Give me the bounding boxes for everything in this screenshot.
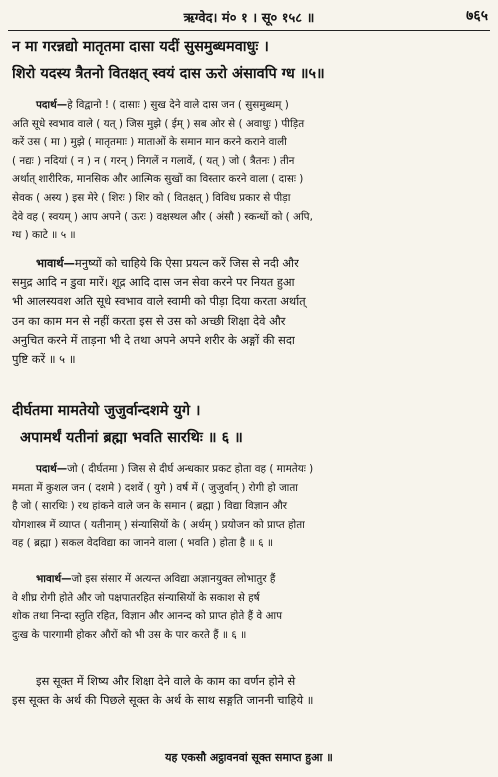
padartha-5 <box>12 96 486 245</box>
padartha-6-line: है जो ( सारथिः ) रथ हांकने वाले जन के समान ( ब्रह्मा ) विद्या विज्ञान और <box>12 500 288 513</box>
padartha-6-line: जो ( दीर्घतमा ) जिस से दीर्घ अन्धकार प्रकट होता वह ( मामतेयः ) <box>67 463 314 475</box>
page-number: ७६५ <box>466 8 488 24</box>
bhavartha-6 <box>12 570 486 644</box>
padartha-5-line: ( नद्यः ) नदियां ( न ) न ( गरन् ) निगलें न गलावें, ( यत् ) जो ( त्रैतनः ) तीन <box>12 154 295 167</box>
closing-note <box>12 672 486 710</box>
padartha-5-line: हे विद्वानो ! ( दासाः ) सुख देने वाले दास जन ( सुसमुब्धम् ) <box>67 99 289 111</box>
padartha-5-line: अति सूधे स्वभाव वाले ( यत् ) जिस मुझे ( ईम् ) सब ओर से ( अवाधुः ) पीड़ित <box>12 117 305 130</box>
padartha-5-line: ग्ध ) काटे ॥ ५ ॥ <box>12 229 76 242</box>
padartha-6-line: ममता में कुशल जन ( दशमे ) दशवें ( युगे ) वर्ष में ( जुजुर्वान् ) रोगी हो जाता <box>12 481 298 494</box>
bhavartha-5-line: मनुष्यों को चाहिये कि ऐसा प्रयत्न करें जिस से नदी और <box>74 256 299 270</box>
padartha-5-lead: पदार्थ— <box>36 99 68 111</box>
bhavartha-5 <box>12 254 486 369</box>
padartha-5-line: करें उस ( मा ) मुझे ( मातृतमाः ) माताओं के समान मान करने कराने वाली <box>12 136 287 149</box>
bhavartha-6-line: शोक तथा निन्दा स्तुति रहित, विज्ञान और आनन्द को प्राप्त होते हैं वे आप <box>12 610 282 623</box>
bhavartha-5-line: अनुचित करने में ताड़ना भी दे तथा अपने अपने शरीर के अङ्गों की सदा <box>12 332 295 347</box>
mantra-6-line-2: अपामर्थं यतीनां ब्रह्मा भवति सारथिः ॥ ६ ॥ <box>20 430 243 446</box>
padartha-5-line: सेवक ( अस्य ) इस मेरे ( शिरः ) शिर को ( वितक्षत् ) विविध प्रकार से पीड़ा <box>12 191 291 204</box>
page-header <box>0 2 498 28</box>
bhavartha-6-line: जो इस संसार में अत्यन्त अविद्या अज्ञानयुक्त लोभातुर हैं <box>71 573 276 585</box>
bhavartha-6-lead: भावार्थ— <box>36 573 72 585</box>
header-rule <box>8 30 490 31</box>
padartha-6-line: योगशास्त्र में व्याप्त ( यतीनाम् ) संन्यासियों के ( अर्थम् ) प्रयोजन को प्राप्त होता <box>12 518 305 531</box>
bhavartha-6-line: दुःख के पारगामी होकर औरों को भी उस के पार करते हैं ॥ ६ ॥ <box>12 628 247 641</box>
bhavartha-5-line: समुद्र आदि न डुवा मारें। शूद्र आदि दास जन सेवा करने पर नियत हुआ <box>12 275 295 290</box>
padartha-6-lead: पदार्थ— <box>36 463 68 475</box>
bhavartha-5-line: उन का काम मन से नहीं करता इस से उस को अच्छी शिक्षा देवे और <box>12 313 286 328</box>
padartha-6-line: वह ( ब्रह्मा ) सकल वेदविद्या का जानने वाला ( भवति ) होता है ॥ ६ ॥ <box>12 537 274 550</box>
bhavartha-5-lead: भावार्थ— <box>36 256 75 270</box>
padartha-5-line: देवे वह ( स्वयम् ) आप अपने ( ऊरः ) वक्षस्थल और ( अंसौ ) स्कन्धों को ( अपि, <box>12 210 313 223</box>
padartha-5-line: अर्थात् शारीरिक, मानसिक और आत्मिक सुखों का विस्तार करने वाला ( दासः ) <box>12 173 304 186</box>
bhavartha-6-line: वे शीघ्र रोगी होते और जो पक्षपातरहित संन्यासियों के सकाश से हर्ष <box>12 591 260 604</box>
padartha-6 <box>12 460 486 553</box>
sukta-end-note: यह एकसौ अट्ठावनवां सूक्त समाप्त हुआ ॥ <box>165 751 333 764</box>
bhavartha-5-line: भी आलस्यवश अति सूधे स्वभाव वाले स्वामी को पीड़ा दिया करता अर्थात् <box>12 294 306 309</box>
mantra-5-line-1: न मा गरन्नद्यो मातृतमा दासा यदीं सुसमुब्धमवाधुः । <box>12 39 269 55</box>
mantra-6-line-1: दीर्घतमा मामतेयो जुजुर्वान्दशमे युगे । <box>12 403 201 419</box>
closing-line: इस सूक्त के अर्थ की पिछले सूक्त के अर्थ के साथ सङ्गति जाननी चाहिये ॥ <box>12 693 314 708</box>
mantra-6 <box>12 398 486 452</box>
bhavartha-5-line: पुष्टि करें ॥ ५ ॥ <box>12 352 76 367</box>
closing-line: इस सूक्त में शिष्य और शिक्षा देने वाले के काम का वर्णन होने से <box>36 674 296 688</box>
running-title: ऋग्वेद। मं० १ । सू० १५८ ॥ <box>183 11 315 26</box>
mantra-5 <box>12 34 486 88</box>
mantra-5-line-2: शिरो यदस्य त्रैतनो वितक्षत् स्वयं दास ऊरो अंसावपि ग्ध ॥५॥ <box>12 66 325 82</box>
